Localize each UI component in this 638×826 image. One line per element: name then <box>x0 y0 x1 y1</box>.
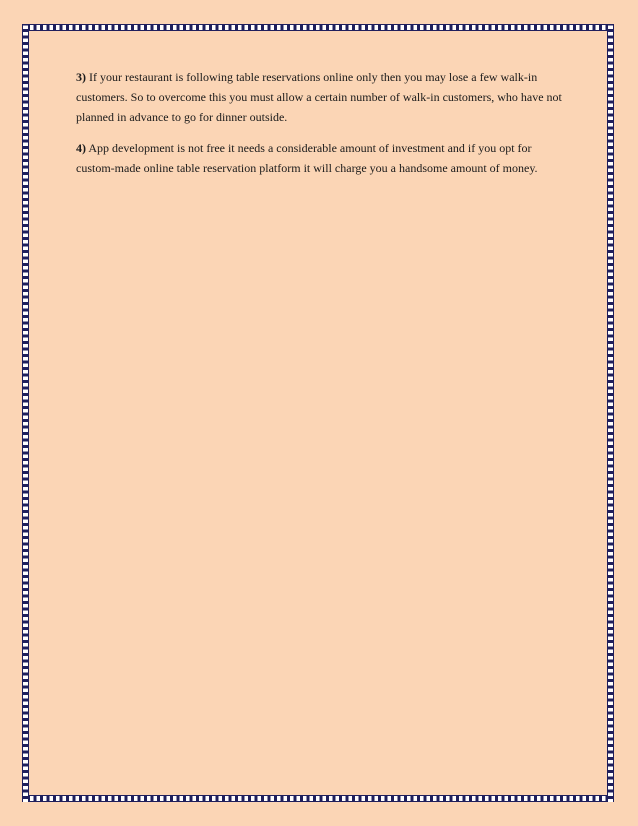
paragraph-number: 3) <box>76 70 86 84</box>
document-body <box>76 67 570 189</box>
paragraph-text: If your restaurant is following table reservations online only then you may lose a few walk-in customers. So to overcome this you must allow a certain number of walk-in customers, who have not planned in advance to go for dinner outside. <box>76 70 562 124</box>
paragraph-text: App development is not free it needs a considerable amount of investment and if you opt for custom-made online table reservation platform it will charge you a handsome amount of money. <box>76 141 538 175</box>
decorative-border-bottom <box>22 795 614 802</box>
paragraph-4 <box>76 138 570 178</box>
decorative-border-right <box>607 24 614 802</box>
decorative-border-left <box>22 24 29 802</box>
paragraph-number: 4) <box>76 141 86 155</box>
paragraph-3 <box>76 67 570 127</box>
decorative-border-top <box>22 24 614 31</box>
